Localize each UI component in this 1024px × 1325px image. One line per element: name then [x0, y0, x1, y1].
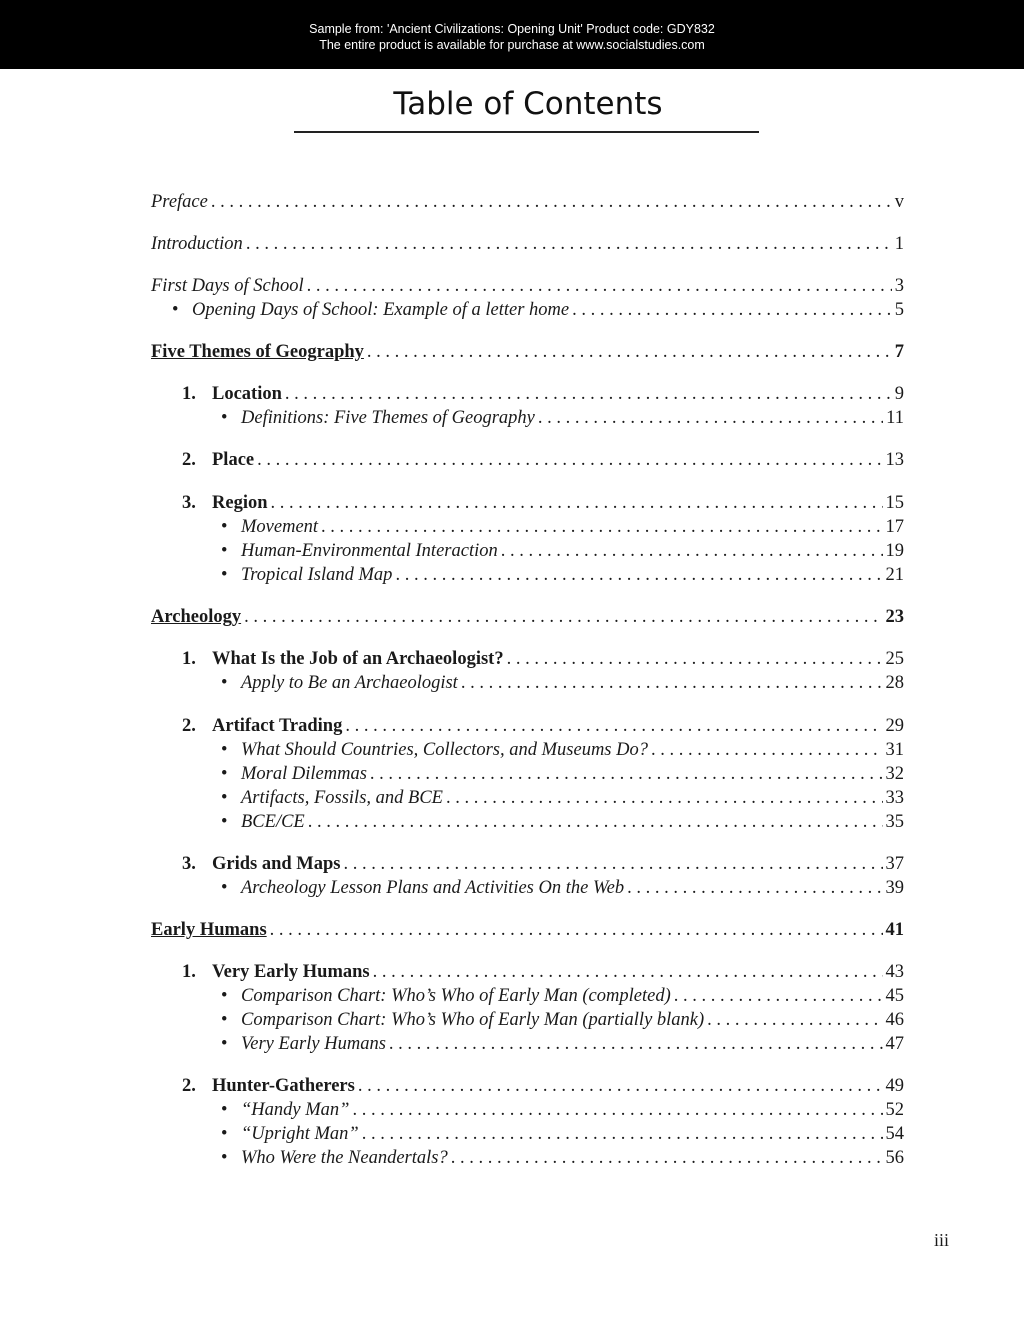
bullet-icon: • — [221, 1010, 228, 1030]
dot-leader — [451, 1146, 883, 1170]
toc-entry-title: Tropical Island Map — [241, 565, 393, 585]
dot-leader — [352, 1098, 882, 1122]
toc-entry — [221, 1122, 904, 1146]
toc-entry-title: What Should Countries, Collectors, and Museums Do? — [241, 740, 648, 760]
toc-entry-page: 29 — [885, 716, 904, 736]
dot-leader — [627, 876, 882, 900]
toc-entry — [182, 382, 904, 406]
toc-entry-page: 46 — [885, 1010, 904, 1030]
toc-entry-page: 32 — [885, 764, 904, 784]
toc-entry-title: Very Early Humans — [241, 1034, 386, 1054]
dot-leader — [572, 298, 892, 322]
toc-entry-page: 21 — [885, 565, 904, 585]
page-title: Table of Contents — [393, 86, 663, 122]
toc-entry-title: BCE/CE — [241, 812, 305, 832]
dot-leader — [395, 563, 882, 587]
toc-entry-title: What Is the Job of an Archaeologist? — [212, 649, 504, 669]
toc-entry-page: 5 — [894, 300, 904, 320]
toc-entry — [182, 1074, 904, 1098]
toc-entry-page: 31 — [885, 740, 904, 760]
bullet-icon: • — [172, 300, 179, 320]
dot-leader — [307, 274, 892, 298]
toc-entry-number: 2. — [182, 1076, 196, 1096]
page-number: iii — [934, 1230, 950, 1250]
toc-entry — [182, 852, 904, 876]
toc-entry-title: “Upright Man” — [241, 1124, 359, 1144]
toc-entry-title: Human-Environmental Interaction — [241, 541, 498, 561]
toc-entry-page: 47 — [885, 1034, 904, 1054]
bullet-icon: • — [221, 878, 228, 898]
toc-entry-title: Grids and Maps — [212, 854, 341, 874]
bullet-icon: • — [221, 1148, 228, 1168]
bullet-icon: • — [221, 673, 228, 693]
toc-entry-page: 3 — [894, 276, 904, 296]
dot-leader — [358, 1074, 883, 1098]
toc-entry-page: 11 — [886, 408, 904, 428]
dot-leader — [446, 786, 883, 810]
dot-leader — [707, 1008, 882, 1032]
bullet-icon: • — [221, 764, 228, 784]
toc-entry-page: 43 — [885, 962, 904, 982]
dot-leader — [345, 714, 882, 738]
dot-leader — [257, 448, 882, 472]
toc-entry — [151, 232, 904, 256]
toc-entry — [182, 448, 904, 472]
bullet-icon: • — [221, 986, 228, 1006]
bullet-icon: • — [221, 1100, 228, 1120]
toc-entry-number: 1. — [182, 384, 196, 404]
dot-leader — [321, 515, 882, 539]
toc-entry-title: Who Were the Neandertals? — [241, 1148, 448, 1168]
dot-leader — [507, 647, 883, 671]
toc-entry — [221, 876, 904, 900]
toc-entry — [221, 738, 904, 762]
toc-entry-title: Five Themes of Geography — [151, 342, 364, 362]
dot-leader — [308, 810, 883, 834]
toc-entry — [221, 1146, 904, 1170]
dot-leader — [344, 852, 883, 876]
toc-entry — [221, 406, 904, 430]
toc-entry-number: 3. — [182, 493, 196, 513]
toc-entry-page: 9 — [894, 384, 904, 404]
toc-entry-title: Apply to Be an Archaeologist — [241, 673, 458, 693]
toc-entry-page: 37 — [885, 854, 904, 874]
toc-entry-page: 1 — [894, 234, 904, 254]
toc-entry — [151, 918, 904, 942]
toc-entry-title: Moral Dilemmas — [241, 764, 367, 784]
toc-entry — [221, 1008, 904, 1032]
toc-entry-title: First Days of School — [151, 276, 304, 296]
toc-entry-page: 35 — [885, 812, 904, 832]
toc-entry — [182, 491, 904, 515]
toc-entry-title: Movement — [241, 517, 319, 537]
toc-entry-title: “Handy Man” — [241, 1100, 350, 1120]
toc-entry-title: Comparison Chart: Who’s Who of Early Man (completed) — [241, 986, 671, 1006]
toc-entry — [151, 274, 904, 298]
toc-entry-title: Comparison Chart: Who’s Who of Early Man (partially blank) — [241, 1010, 705, 1030]
toc-entry-title: Introduction — [151, 234, 243, 254]
banner-line-1: Sample from: 'Ancient Civilizations: Opening Unit' Product code: GDY832 — [309, 22, 715, 36]
dot-leader — [367, 340, 892, 364]
toc-entry-number: 1. — [182, 649, 196, 669]
dot-leader — [211, 190, 892, 214]
toc-entry-title: Artifacts, Fossils, and BCE — [241, 788, 443, 808]
bullet-icon: • — [221, 541, 228, 561]
toc-entry-number: 2. — [182, 450, 196, 470]
toc-entry-page: v — [894, 192, 904, 212]
bullet-icon: • — [221, 517, 228, 537]
dot-leader — [244, 605, 882, 629]
toc-entry-page: 56 — [885, 1148, 904, 1168]
toc-entry-title: Archeology — [151, 607, 242, 627]
bullet-icon: • — [221, 408, 228, 428]
toc-entry-number: 1. — [182, 962, 196, 982]
toc-entry — [221, 539, 904, 563]
toc-entry — [221, 984, 904, 1008]
dot-leader — [270, 918, 883, 942]
toc-entry-number: 2. — [182, 716, 196, 736]
toc-entry-title: Hunter-Gatherers — [212, 1076, 355, 1096]
toc-entry-number: 3. — [182, 854, 196, 874]
dot-leader — [246, 232, 892, 256]
dot-leader — [461, 671, 883, 695]
toc-entry — [151, 340, 904, 364]
toc-entry-title: Early Humans — [151, 920, 267, 940]
dot-leader — [674, 984, 883, 1008]
toc-entry-title: Opening Days of School: Example of a letter home — [192, 300, 570, 320]
toc-entry — [221, 515, 904, 539]
toc-entry-title: Definitions: Five Themes of Geography — [241, 408, 535, 428]
dot-leader — [501, 539, 883, 563]
dot-leader — [362, 1122, 883, 1146]
toc-entry — [221, 563, 904, 587]
toc-entry-title: Region — [212, 493, 268, 513]
toc-entry — [221, 1098, 904, 1122]
toc-entry — [221, 786, 904, 810]
toc-entry-title: Place — [212, 450, 255, 470]
dot-leader — [651, 738, 883, 762]
banner-line-2: The entire product is available for purchase at www.socialstudies.com — [319, 38, 705, 52]
toc-entry-page: 33 — [885, 788, 904, 808]
toc-entry-page: 49 — [885, 1076, 904, 1096]
bullet-icon: • — [221, 812, 228, 832]
dot-leader — [285, 382, 892, 406]
toc-entry-title: Artifact Trading — [212, 716, 343, 736]
toc-entry-title: Very Early Humans — [212, 962, 370, 982]
toc-entry-page: 13 — [885, 450, 904, 470]
toc-entry — [172, 298, 904, 322]
toc-entry-page: 17 — [885, 517, 904, 537]
toc-entry-page: 7 — [894, 342, 904, 362]
toc-entry-page: 41 — [885, 920, 904, 940]
toc-entry-page: 39 — [885, 878, 904, 898]
toc-entry — [151, 605, 904, 629]
toc-entry-title: Location — [212, 384, 282, 404]
toc-entry-title: Archeology Lesson Plans and Activities On the Web — [241, 878, 625, 898]
dot-leader — [373, 960, 883, 984]
toc-entry — [221, 810, 904, 834]
toc-entry-page: 54 — [885, 1124, 904, 1144]
dot-leader — [389, 1032, 883, 1056]
toc-entry-page: 28 — [885, 673, 904, 693]
toc-entry-page: 52 — [885, 1100, 904, 1120]
dot-leader — [271, 491, 883, 515]
toc-entry-page: 25 — [885, 649, 904, 669]
toc-entry — [221, 671, 904, 695]
bullet-icon: • — [221, 788, 228, 808]
dot-leader — [370, 762, 883, 786]
dot-leader — [538, 406, 883, 430]
bullet-icon: • — [221, 740, 228, 760]
toc-entry — [221, 762, 904, 786]
toc-entry-page: 19 — [885, 541, 904, 561]
bullet-icon: • — [221, 1124, 228, 1144]
toc-entry-title: Preface — [151, 192, 208, 212]
toc-entry-page: 15 — [885, 493, 904, 513]
toc-entry — [182, 714, 904, 738]
toc-entry — [151, 190, 904, 214]
toc-entry — [221, 1032, 904, 1056]
toc-entry-page: 23 — [885, 607, 904, 627]
bullet-icon: • — [221, 565, 228, 585]
bullet-icon: • — [221, 1034, 228, 1054]
toc-entry-page: 45 — [885, 986, 904, 1006]
toc-entry — [182, 647, 904, 671]
toc-entry — [182, 960, 904, 984]
